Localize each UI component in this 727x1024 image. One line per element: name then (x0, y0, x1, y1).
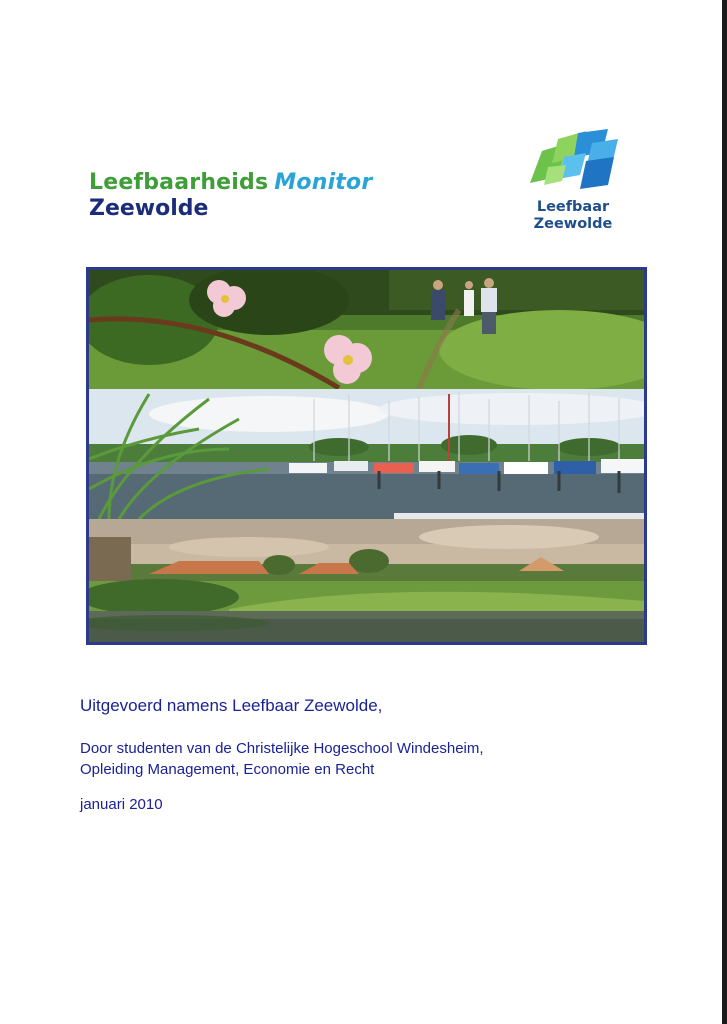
title-line-1 (89, 170, 372, 196)
photo-collage (86, 267, 647, 645)
photo-lake-and-houses (89, 519, 644, 645)
logo-icon (528, 127, 622, 197)
leefbaar-zeewolde-logo (528, 127, 622, 237)
subtitle: Uitgevoerd namens Leefbaar Zeewolde, (80, 696, 383, 715)
description-line-2: Opleiding Management, Economie en Recht (80, 761, 375, 778)
photo-flowers-and-walkers (89, 270, 644, 389)
logo-text-line-1: Leefbaar (536, 199, 610, 215)
logo-text-line-2: Zeewolde (533, 216, 613, 232)
photo-marina-with-boats (89, 389, 644, 519)
logo-text (528, 199, 618, 233)
description-line-1: Door studenten van de Christelijke Hogeschool Windesheim, (80, 740, 484, 757)
page-edge (722, 0, 727, 1024)
publication-date: januari 2010 (80, 796, 163, 813)
title-part-monitor: Monitor (274, 170, 373, 195)
description (80, 738, 484, 780)
report-title (89, 170, 372, 222)
title-part-leefbaarheids: Leefbaarheids (89, 170, 269, 195)
title-line-2: Zeewolde (89, 196, 209, 221)
